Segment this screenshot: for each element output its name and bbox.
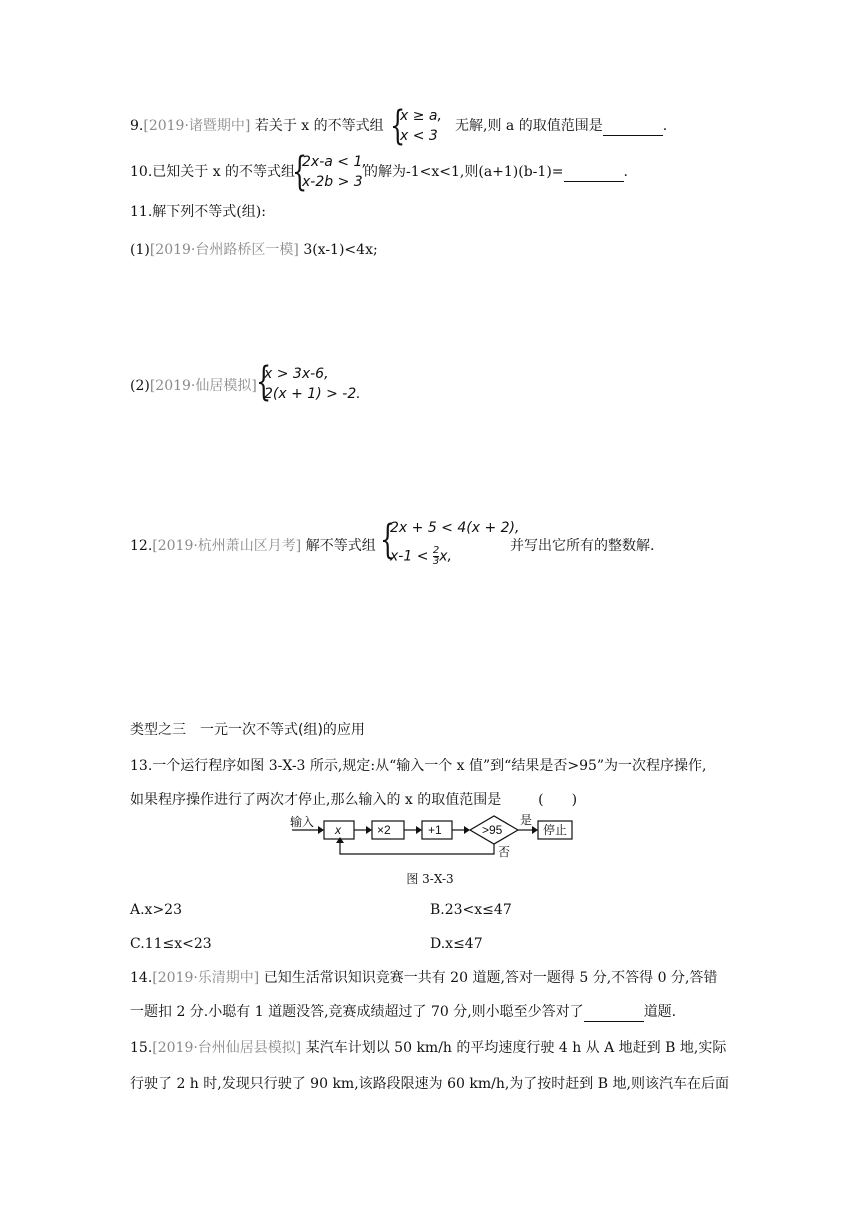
option-d[interactable]: D.x≤47: [430, 936, 483, 952]
system-brace: {: [390, 103, 406, 149]
system-brace: {: [292, 149, 308, 195]
flow-diamond-label: >95: [482, 823, 503, 837]
answer-blank[interactable]: [584, 1007, 644, 1022]
question-13-line1: 13.一个运行程序如图 3-X-3 所示,规定:从“输入一个 x 值”到“结果是否>95”为一次程序操作,: [130, 758, 707, 774]
flow-input-label: 输入: [290, 815, 315, 829]
source-tag: [2019·乐清期中]: [152, 970, 260, 986]
question-14-line2: 一题扣 2 分.小聪有 1 道题没答,竞赛成绩超过了 70 分,则小聪至少答对了 道题.: [130, 1004, 677, 1020]
flowchart: [288, 812, 578, 860]
system-brace: {: [380, 517, 396, 563]
flow-box-times2: ×2: [377, 823, 391, 837]
answer-blank[interactable]: [564, 167, 624, 182]
question-11-title: 11.解下列不等式(组):: [130, 204, 266, 220]
option-c[interactable]: C.11≤x<23: [130, 936, 212, 952]
question-15-line1: 15.[2019·台州仙居县模拟] 某汽车计划以 50 km/h 的平均速度行驶 4 h 从 A 地赶到 B 地,实际: [130, 1040, 727, 1056]
fraction: $\frac{2}{3}$: [432, 545, 440, 567]
source-tag: [2019·杭州萧山区月考]: [152, 538, 302, 554]
answer-paren[interactable]: ( ): [538, 792, 578, 808]
answer-blank[interactable]: [603, 121, 663, 136]
source-tag: [2019·台州路桥区一模]: [149, 242, 299, 258]
figure-caption: 图 3-X-3: [406, 872, 454, 886]
question-11-part2: (2)[2019·仙居模拟]: [130, 378, 257, 394]
option-b[interactable]: B.23<x≤47: [430, 902, 512, 918]
question-15-line2: 行驶了 2 h 时,发现只行驶了 90 km,该路段限速为 60 km/h,为了按时赶到 B 地,则该汽车在后面: [130, 1076, 729, 1092]
source-tag: [2019·诸暨期中]: [143, 118, 251, 134]
question-13-line2: 如果程序操作进行了两次才停止,那么输入的 x 的取值范围是 ( ): [130, 792, 578, 808]
question-12: 12.[2019·杭州萧山区月考] 解不等式组: [130, 538, 376, 554]
question-10: 10.已知关于 x 的不等式组: [130, 164, 296, 180]
system-brace: {: [256, 359, 272, 405]
flow-box-plus1: +1: [428, 823, 442, 837]
question-9: 9.[2019·诸暨期中] 若关于 x 的不等式组: [130, 118, 384, 134]
question-14-line1: 14.[2019·乐清期中] 已知生活常识知识竞赛一共有 20 道题,答对一题得 5 分,不答得 0 分,答错: [130, 970, 718, 986]
source-tag: [2019·台州仙居县模拟]: [152, 1040, 302, 1056]
source-tag: [2019·仙居模拟]: [149, 378, 257, 394]
flow-no-label: 否: [498, 845, 511, 859]
flow-yes-label: 是: [520, 813, 533, 827]
question-11-part1: (1)[2019·台州路桥区一模] 3(x-1)<4x;: [130, 242, 378, 258]
flow-box-x: x: [335, 823, 341, 837]
section-heading: 类型之三 一元一次不等式(组)的应用: [130, 722, 365, 738]
option-a[interactable]: A.x>23: [130, 902, 183, 918]
flow-stop-label: 停止: [543, 823, 568, 837]
